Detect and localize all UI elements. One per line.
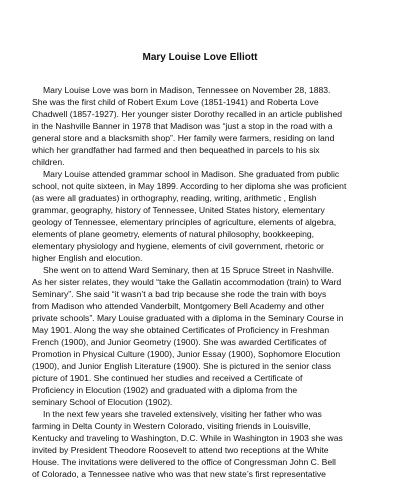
body-line: (as were all graduates) in orthography, reading, writing, arithmetic , English: [32, 193, 317, 203]
body-line: in the Nashville Banner in 1978 that Madison was “just a stop in the road with a: [32, 121, 333, 131]
body-line: from Madison who attended Vanderbilt, Montgomery Bell Academy and other: [32, 301, 325, 311]
body-line: geology of Tennessee, elementary principles of agriculture, elements of algebra,: [32, 217, 337, 227]
body-line: school, not quite sixteen, in May 1899. According to her diploma she was proficient: [32, 181, 347, 191]
body-line: picture of 1901. She continued her studies and received a Certificate of: [32, 373, 303, 383]
body-line: She was the first child of Robert Exum Love (1851-1941) and Roberta Love: [32, 97, 319, 107]
body-line: elementary physiology and hygiene, elements of civil government, rhetoric or: [32, 241, 324, 251]
body-line: seminary School of Elocution (1902).: [32, 397, 173, 407]
body-line: May 1901. Along the way she obtained Certificates of Proficiency in Freshman: [32, 325, 330, 335]
body-line: House. The invitations were delivered to the office of Congressman John C. Bell: [32, 457, 336, 467]
body-line: Mary Louise attended grammar school in Madison. She graduated from public: [43, 169, 340, 179]
body-line: higher English and elocution.: [32, 253, 143, 263]
body-line: elements of plane geometry, elements of natural philosophy, bookkeeping,: [32, 229, 315, 239]
document-title: Mary Louise Love Elliott: [142, 52, 258, 63]
body-line: Proficiency in Elocution (1902) and graduated with a diploma from the: [32, 385, 298, 395]
body-line: of Colorado, a Tennessee native who was that new state’s first representative: [32, 469, 326, 479]
body-line: Mary Louise Love was born in Madison, Tennessee on November 28, 1883.: [43, 85, 331, 95]
body-line: Chadwell (1857-1927). Her younger sister Dorothy recalled in an article published: [32, 109, 343, 119]
body-line: (1900), and Junior English Literature (1900). She is pictured in the senior class: [32, 361, 332, 371]
body-line: farming in Delta County in Western Colorado, visiting friends in Louisville,: [32, 421, 311, 431]
body-line: She went on to attend Ward Seminary, then at 15 Spruce Street in Nashville.: [43, 265, 334, 275]
body-line: grammar, geography, history of Tennessee, United States history, elementary: [32, 205, 325, 215]
body-line: In the next few years she traveled extensively, visiting her father who was: [43, 409, 322, 419]
body-line: which her grandfather had farmed and then bequeathed in parcels to his six: [32, 145, 320, 155]
body-line: children.: [32, 157, 65, 167]
body-line: Kentucky and traveling to Washington, D.C. While in Washington in 1903 she was: [32, 433, 343, 443]
body-line: As her sister relates, they would “take the Gallatin accommodation (train) to Ward: [32, 277, 342, 287]
body-line: Seminary”. She said “it wasn’t a bad trip because she rode the train with boys: [32, 289, 327, 299]
body-line: French (1900), and Junior Geometry (1900). She was awarded Certificates of: [32, 337, 327, 347]
body-line: general store and a blacksmith shop”. Her family were farmers, residing on land: [32, 133, 335, 143]
body-line: invited by President Theodore Roosevelt to attend two receptions at the White: [32, 445, 329, 455]
body-line: private schools”. Mary Louise graduated with a diploma in the Seminary Course in: [32, 313, 344, 323]
body-line: Promotion in Physical Culture (1900), Junior Essay (1900), Sophomore Elocution: [32, 349, 341, 359]
